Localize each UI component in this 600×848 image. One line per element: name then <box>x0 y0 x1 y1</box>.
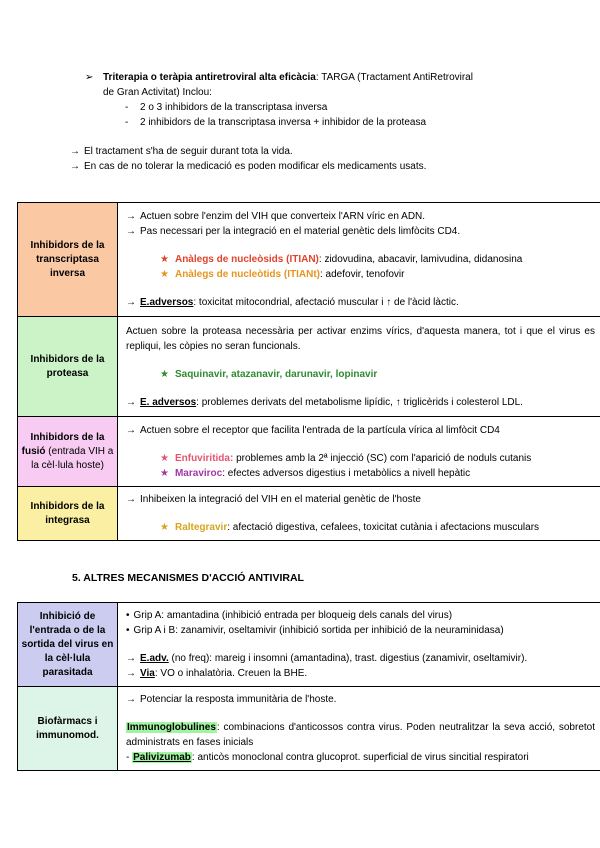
star-icon: ★ <box>160 368 169 380</box>
table-row <box>18 687 600 771</box>
arrow-icon: → <box>126 653 136 664</box>
arrow-icon: → <box>126 226 136 237</box>
adverse-effects-label: E.adv. <box>140 653 169 664</box>
body-paragraph: Actuen sobre la proteasa necessària per activar enzims vírics, d'aquesta manera, tot i que el virus es repliqui, les còpies no seran funcionals. <box>126 325 595 352</box>
header-bold: Inhibidors de la fusió <box>21 431 105 457</box>
row-body-transcriptasa <box>118 203 600 317</box>
body-text: Potenciar la resposta immunitària de l'hoste. <box>140 694 337 705</box>
star-icon: ★ <box>160 522 169 533</box>
intro-block <box>70 70 575 174</box>
arrow-icon: → <box>70 161 80 172</box>
adverse-effects-label: E. adversos <box>140 396 197 408</box>
drug-enfuviritida: Enfuviritida: <box>174 452 234 464</box>
body-text: Grip A: amantadina (inhibició entrada per bloqueig dels canals del virus) <box>133 610 453 621</box>
list-item-text: 2 o 3 inhibidors de la transcriptasa inversa <box>140 102 328 113</box>
drug-note: problemes amb la 2ª injecció (SC) com l'aparició de noduls cutanis <box>233 452 532 464</box>
arrow-icon: → <box>126 211 136 222</box>
table-row <box>18 317 600 417</box>
antiretrovirals-table <box>17 202 600 541</box>
via-text: : VO o inhalatòria. Creuen la BHE. <box>154 668 308 679</box>
dash-icon: - <box>125 117 129 128</box>
bullet-icon: • <box>126 625 130 636</box>
targa-title: Triterapia o teràpia antiretroviral alta eficàcia <box>103 72 316 83</box>
drug-list-proteasa: Saquinavir, atazanavir, darunavir, lopinavir <box>174 368 378 380</box>
note-text: En cas de no tolerar la medicació es poden modificar els medicaments usats. <box>84 161 427 172</box>
arrow-icon: → <box>126 297 136 308</box>
star-icon: ★ <box>160 269 169 280</box>
adverse-effects-text: (no freq): mareig i insomni (amantadina), trast. digestius (zanamivir, oseltamivir). <box>168 653 528 664</box>
note-text: El tractament s'ha de seguir durant tota la vida. <box>84 146 293 157</box>
notes <box>70 144 575 174</box>
targa-bullet <box>85 70 575 130</box>
arrow-icon: → <box>126 396 136 408</box>
drug-raltegravir: Raltegravir <box>174 522 228 533</box>
row-body-biofarmacs <box>118 687 600 771</box>
row-header-proteasa: Inhibidors de la proteasa <box>18 317 118 417</box>
row-header-integrasa: Inhibidors de la integrasa <box>18 487 118 541</box>
drug-list: : adefovir, tenofovir <box>319 269 405 280</box>
table-row <box>18 487 600 541</box>
adverse-effects-text: : toxicitat mitocondrial, afectació muscular i ↑ de l'àcid làctic. <box>193 297 459 308</box>
immunoglobulines-paragraph <box>126 720 599 750</box>
arrow-icon: → <box>126 424 136 436</box>
body-text: Inhibeixen la integració del VIH en el material genètic de l'hoste <box>140 494 421 505</box>
star-icon: ★ <box>160 452 169 464</box>
list-item <box>125 100 575 115</box>
body-text: Actuen sobre el receptor que facilita l'entrada de la partícula vírica al limfòcit CD4 <box>140 424 500 436</box>
drug-list: : zidovudina, abacavir, lamivudina, didanosina <box>318 254 523 265</box>
table-row <box>18 603 600 687</box>
note-line <box>70 144 575 159</box>
list-item <box>125 115 575 130</box>
arrow-icon: → <box>126 494 136 505</box>
immunoglobulines-label: Immunoglobulines <box>127 722 216 733</box>
row-header-transcriptasa: Inhibidors de la transcriptasa inversa <box>18 203 118 317</box>
body-text: Grip A i B: zanamivir, oseltamivir (inhibició sortida per inhibició de la neuraminidasa) <box>133 625 504 636</box>
via-label: Via <box>140 668 155 679</box>
arrow-icon: → <box>70 146 80 157</box>
row-body-proteasa <box>118 317 600 417</box>
adverse-effects-label: E.adversos <box>140 297 194 308</box>
table-row <box>18 417 600 487</box>
drug-note: : efectes adversos digestius i metabòlics a nivell hepàtic <box>222 467 471 479</box>
list-item-text: 2 inhibidors de la transcriptasa inversa + inhibidor de la proteasa <box>140 117 427 128</box>
bullet-icon: • <box>126 610 130 621</box>
row-header-fusio <box>18 417 118 487</box>
arrow-icon: → <box>126 694 136 705</box>
row-body-inhibicio-entrada <box>118 603 600 687</box>
targa-title-rest: : TARGA (Tractament AntiRetroviral <box>315 72 473 83</box>
star-icon: ★ <box>160 467 169 479</box>
row-header-inhibicio-entrada: Inhibició de l'entrada o de la sortida del virus en la cèl·lula parasitada <box>18 603 118 687</box>
section-heading: 5. ALTRES MECANISMES D'ACCIÓ ANTIVIRAL <box>72 572 304 584</box>
drug-group-itian: Anàlegs de nucleòsids (ITIAN) <box>174 254 319 265</box>
palivizumab-text: : anticòs monoclonal contra glucoprot. superficial de virus sincitial respiratori <box>191 752 529 763</box>
immunoglobulines-text: : combinacions d'anticossos contra virus. Poden neutralitzar la seva acció, sobretot administrats en fases inicials <box>126 722 595 748</box>
table-row <box>18 203 600 317</box>
triangle-bullet-icon: ➢ <box>85 72 94 83</box>
drug-group-itiant: Anàlegs de nucleòtids (ITIANt) <box>174 269 320 280</box>
row-body-integrasa <box>118 487 600 541</box>
body-text: Actuen sobre l'enzim del VIH que converteix l'ARN víric en ADN. <box>140 211 426 222</box>
dash-icon: - <box>125 102 129 113</box>
dash-icon: - <box>126 752 133 763</box>
star-icon: ★ <box>160 254 169 265</box>
body-text: Pas necessari per la integració en el material genètic dels limfòcits CD4. <box>140 226 461 237</box>
arrow-icon: → <box>126 668 136 679</box>
adverse-effects-text: : problemes derivats del metabolisme lipídic, ↑ triglicèrids i colesterol LDL. <box>196 396 523 408</box>
palivizumab-label: Palivizumab <box>133 752 191 763</box>
drug-note: : afectació digestiva, cefalees, toxicitat cutània i afectacions musculars <box>227 522 540 533</box>
targa-line2: de Gran Activitat) Inclou: <box>103 87 212 98</box>
header-normal: (entrada VIH a la cèl·lula hoste) <box>31 445 114 471</box>
note-line <box>70 159 575 174</box>
row-body-fusio <box>118 417 600 487</box>
drug-maraviroc: Maraviroc <box>174 467 223 479</box>
altres-mecanismes-table <box>17 602 600 771</box>
row-header-biofarmacs: Biofàrmacs i immunomod. <box>18 687 118 771</box>
